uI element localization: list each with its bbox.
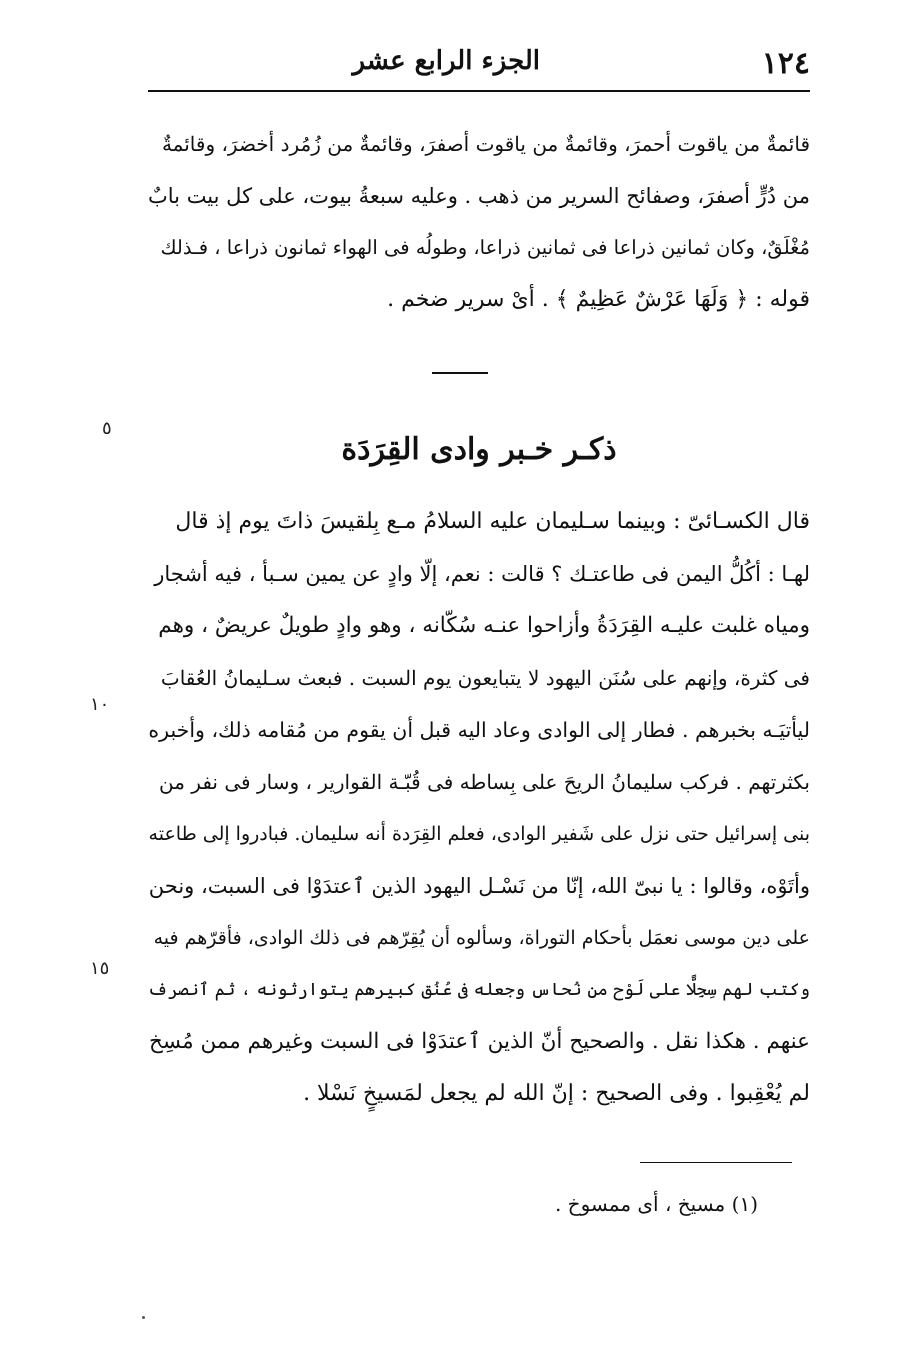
line-number-15: ١٥ bbox=[90, 958, 110, 979]
line-number-10: ١٠ bbox=[90, 694, 110, 715]
text-line: قال الكسـائىّ : وبينما سـليمان عليه السلامُ مـع بِلقيسَ ذاتَ يوم إذ قال bbox=[175, 509, 810, 534]
text-line: عنهم . هكذا نقل . والصحيح أنّ الذين ٱعتدَوْا فى السبت وغيرهم ممن مُسِخ bbox=[149, 1029, 810, 1054]
text-line: مُغْلَقٌ، وكان ثمانين ذراعا فى ثمانين ذراعا، وطولُه فى الهواء ثمانون ذراعا ، فـذلك bbox=[160, 236, 810, 259]
paragraph-valley-of-apes bbox=[148, 496, 810, 1120]
page-speck bbox=[142, 1316, 145, 1319]
footnote-rule bbox=[640, 1162, 792, 1163]
text-line: على دين موسى نعمَل بأحكام التوراة، وسألوه أن يُقِرّهم فى ذلك الوادى، فأقرّهم فيه bbox=[153, 927, 810, 949]
text-line: لم يُعْقِبوا . وفى الصحيح : إنّ الله لم يجعل لمَسيخٍ نَسْلا . bbox=[303, 1081, 810, 1106]
text-line: لهـا : أكُلُّ اليمن فى طاعتـك ؟ قالت : نعم، إلّا وادٍ عن يمين سـبأ ، فيه أشجار bbox=[154, 562, 810, 586]
text-line: ليأتيَـه بخبرهم . فطار إلى الوادى وعاد اليه قبل أن يقوم من مُقامه ذلك، وأخبره bbox=[148, 718, 810, 742]
text-line: ومياه غلبت عليـه القِرَدَةُ وأزاحوا عنـه سُكّانه ، وهو وادٍ طويلٌ عريضٌ ، وهم bbox=[158, 613, 810, 638]
text-line: وأتَوْه، وقالوا : يا نبىّ الله، إنّا من نَسْـل اليهود الذين ٱعتدَوْا فى السبت، ونحن bbox=[148, 874, 810, 898]
header-rule bbox=[148, 90, 810, 92]
text-line: من دُرٍّ أصفرَ، وصفائح السرير من ذهب . وعليه سبعةُ بيوت، على كل بيت بابٌ bbox=[148, 184, 810, 208]
text-line: قائمةٌ من ياقوت أحمرَ، وقائمةٌ من ياقوت أصفرَ، وقائمةٌ من زُمُرد أخضرَ، وقائمةٌ bbox=[161, 132, 810, 156]
page-number: ١٢٤ bbox=[761, 46, 810, 81]
text-line: بنى إسرائيل حتى نزل على شَفير الوادى، فعلم القِرَدة أنه سليمان. فبادروا إلى طاعته bbox=[148, 823, 810, 845]
line-number-5: ٥ bbox=[102, 418, 112, 439]
running-title: الجزء الرابع عشر bbox=[352, 46, 540, 76]
footnote: (١) مسيخ ، أى ممسوخ . bbox=[554, 1192, 758, 1216]
section-separator bbox=[432, 372, 488, 374]
paragraph-throne-description bbox=[148, 118, 810, 326]
page-header bbox=[148, 40, 810, 90]
text-line: وكتب لهم سِجِلًّا على لَوْح من نُحاس وجعله فى عُنُق كبيرهم يتوارثونه ، ثم ٱنصرف bbox=[147, 980, 810, 1000]
text-line: قوله : ﴿ وَلَهَا عَرْشٌ عَظِيمٌ ﴾ . أىْ سرير ضخم . bbox=[387, 287, 810, 312]
text-line: بكثرتهم . فركب سليمانُ الريحَ على بِساطه فى قُبّـة القوارير ، وسار فى نفر من bbox=[158, 770, 810, 794]
text-line: فى كثرة، وإنهم على سُنَن اليهود لا يتبايعون يوم السبت . فبعث سـليمانُ العُقابَ bbox=[160, 666, 810, 690]
section-heading: ذكـر خـبر وادى القِرَدَة bbox=[341, 432, 617, 467]
